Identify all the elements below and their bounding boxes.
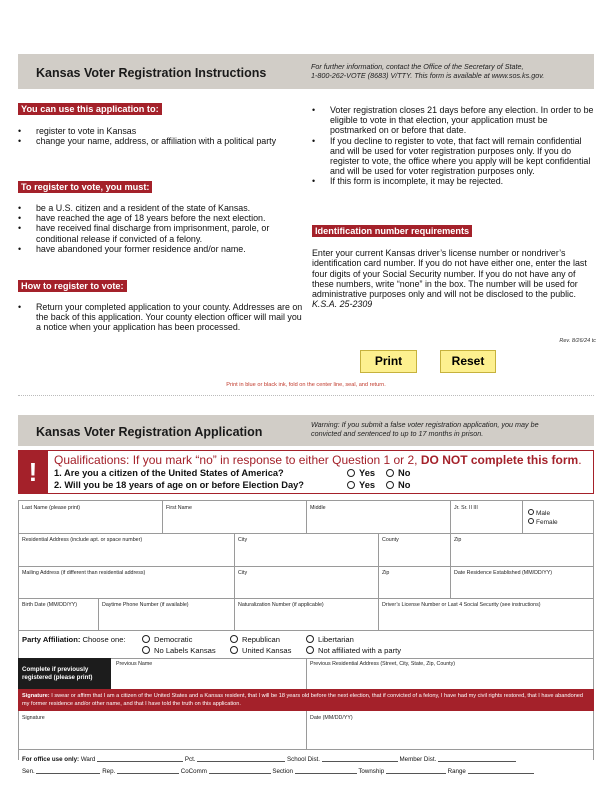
how-list [18, 302, 308, 333]
radio-circle-icon [230, 646, 238, 654]
grid-line [18, 533, 594, 534]
party-option-label: Libertarian [318, 635, 354, 644]
signature-date-field[interactable]: Date (MM/DD/YY) [310, 715, 353, 721]
radio-circle-icon [386, 481, 394, 489]
grid-line [378, 598, 379, 630]
female-label: Female [536, 519, 558, 526]
office-township-line[interactable] [386, 767, 446, 774]
party-option-label: Republican [242, 635, 280, 644]
grid-line [162, 500, 163, 533]
question-1-text: 1. Are you a citizen of the United States of America? [54, 468, 284, 478]
qualifications-title [54, 453, 582, 467]
office-field-label: Pct. [184, 756, 196, 763]
mailing-address-field[interactable]: Mailing Address (if different than residential address) [22, 570, 146, 576]
female-option[interactable] [528, 518, 558, 527]
list-item: • Return your completed application to your county. Addresses are on the back of this application. Your county election officer will mail you a notice when your application has been processed. [18, 302, 308, 333]
license-field[interactable]: Driver’s License Number or Last 4 Social Security (see instructions) [382, 602, 541, 608]
radio-circle-icon [306, 646, 314, 654]
male-label: Male [536, 510, 551, 517]
list-item: • have abandoned your former residence and/or name. [18, 244, 308, 254]
print-button[interactable]: Print [360, 350, 417, 373]
radio-circle-icon [347, 481, 355, 489]
must-heading: To register to vote, you must: [18, 181, 152, 193]
office-field-label: Rep. [102, 768, 116, 775]
reset-button[interactable]: Reset [440, 350, 496, 373]
instructions-title: Kansas Voter Registration Instructions [36, 66, 267, 80]
grid-line [18, 630, 594, 631]
party-option-republican[interactable] [230, 635, 280, 644]
signature-text: I swear or affirm that I am a citizen of the United States and a Kansas resident, that I will be 18 years old before the next election, that if convicted of a felony, I have had my civil rights restored, that I have abandoned my former residence and/or other name, and that I have told the truth on this application. [22, 693, 584, 707]
office-field-label: Section [272, 768, 293, 775]
mailing-zip-field[interactable]: Zip [382, 570, 390, 576]
middle-name-field[interactable]: Middle [310, 505, 326, 511]
must-list [18, 203, 308, 254]
male-option[interactable] [528, 509, 550, 518]
id-citation: K.S.A. 25-2309 [312, 299, 373, 310]
party-option-democratic[interactable] [142, 635, 192, 644]
party-option-unaffiliated[interactable] [306, 646, 401, 655]
phone-field[interactable]: Daytime Phone Number (if available) [102, 602, 189, 608]
list-item: • have reached the age of 18 years before the next election. [18, 213, 308, 223]
office-field-label: Ward [80, 756, 96, 763]
city-field[interactable]: City [238, 537, 248, 543]
signature-statement [18, 689, 594, 711]
fold-note: Print in blue or black ink, fold on the center line, seal, and return. [226, 382, 386, 388]
office-field-label: Range [447, 768, 466, 775]
list-item: • change your name, address, or affiliation with a political party [18, 136, 288, 146]
warning-note [311, 420, 591, 438]
office-rep-line[interactable] [117, 767, 179, 774]
question-1 [54, 467, 284, 479]
office-use-row-2 [22, 767, 534, 775]
grid-line [306, 658, 307, 689]
office-cocomm-line[interactable] [209, 767, 271, 774]
grid-line [98, 598, 99, 630]
office-field-label: School Dist. [286, 756, 320, 763]
yes-label: Yes [359, 480, 376, 490]
question-2-no[interactable] [386, 479, 410, 491]
office-field-label: Member Dist. [399, 756, 437, 763]
grid-line [306, 711, 307, 749]
grid-line [234, 598, 235, 630]
office-sen-line[interactable] [36, 767, 100, 774]
office-use-label: For office use only: [22, 756, 80, 763]
grid-line [378, 533, 379, 566]
application-title: Kansas Voter Registration Application [36, 425, 263, 439]
id-heading: Identification number requirements [312, 225, 472, 237]
list-item: • be a U.S. citizen and a resident of the state of Kansas. [18, 203, 308, 213]
party-option-label: Democratic [154, 635, 193, 644]
signature-field[interactable]: Signature [22, 715, 45, 721]
contact-note-line1: For further information, contact the Office of the Secretary of State, [311, 62, 524, 71]
grid-line [18, 598, 594, 599]
office-member-line[interactable] [438, 755, 516, 762]
question-1-no[interactable] [386, 467, 410, 479]
radio-circle-icon [142, 646, 150, 654]
first-name-field[interactable]: First Name [166, 505, 192, 511]
question-2-text: 2. Will you be 18 years of age on or before Election Day? [54, 480, 304, 490]
list-item: • If you decline to register to vote, that fact will remain confidential and will be used for voter registration purposes only. If you do register to vote, the office where you apply will be kept confidential and will be used for voter registration purposes only. [312, 136, 594, 177]
radio-circle-icon [528, 518, 534, 524]
contact-note [311, 62, 591, 80]
qual-mid: If you mark “no” in response to either Question 1 or 2, [129, 453, 421, 467]
qual-prefix: Qualifications: [54, 453, 130, 467]
no-label: No [398, 468, 411, 478]
list-item: • Voter registration closes 21 days before any election. In order to be eligible to vote in that election, your application must be postmarked on or before that date. [312, 105, 594, 136]
deadline-list [312, 105, 594, 187]
grid-line [18, 749, 594, 750]
office-ward-line[interactable] [97, 755, 183, 762]
radio-circle-icon [347, 469, 355, 477]
radio-circle-icon [142, 635, 150, 643]
qual-end: . [578, 453, 582, 467]
grid-line [450, 533, 451, 566]
office-school-line[interactable] [322, 755, 398, 762]
party-option-libertarian[interactable] [306, 635, 354, 644]
use-list [18, 126, 288, 146]
party-choose: Choose one: [82, 635, 126, 644]
office-pct-line[interactable] [197, 755, 285, 762]
party-option-label: United Kansas [242, 646, 292, 655]
county-field[interactable]: County [382, 537, 399, 543]
grid-line [450, 500, 451, 533]
radio-circle-icon [230, 635, 238, 643]
party-option-united-kansas[interactable] [230, 646, 291, 655]
suffix-field[interactable]: Jr. Sr. II III [454, 505, 478, 511]
question-2 [54, 479, 304, 491]
yes-label: Yes [359, 468, 376, 478]
naturalization-field[interactable]: Naturalization Number (if applicable) [238, 602, 324, 608]
id-text-body: Enter your current Kansas driver’s license number or nondriver’s identification card number. If you do not have either one, enter the last four digits of your Social Security number. If you do not have any of these numbers, write “none” in the box. The number will be used for administrative purposes only and will not be disclosed to the public. [312, 248, 587, 300]
office-field-label: Township [358, 768, 385, 775]
question-1-yes[interactable] [347, 467, 375, 479]
party-option-no-labels[interactable] [142, 646, 216, 655]
form-grid [18, 500, 594, 792]
office-section-line[interactable] [295, 767, 357, 774]
warning-note-line2: convicted and sentenced to up to 17 months in prison. [311, 429, 484, 438]
party-option-label: No Labels Kansas [154, 646, 216, 655]
zip-field[interactable]: Zip [454, 537, 462, 543]
previous-address-field[interactable]: Previous Residential Address (Street, City, State, Zip, County) [310, 661, 456, 667]
office-field-label: Sen. [22, 768, 35, 775]
radio-circle-icon [528, 509, 534, 515]
qual-emph: DO NOT complete this form [420, 453, 579, 467]
grid-line [306, 500, 307, 533]
previous-name-field[interactable]: Previous Name [116, 661, 153, 667]
party-label [22, 635, 126, 644]
revision-note: Rev. 8/26/24 tc [559, 338, 596, 344]
office-field-label: CoComm [180, 768, 207, 775]
list-item: • register to vote in Kansas [18, 126, 288, 136]
no-label: No [398, 480, 411, 490]
party-label-bold: Party Affiliation: [22, 635, 81, 644]
date-residence-field[interactable]: Date Residence Established (MM/DD/YY) [454, 570, 553, 576]
mailing-city-field[interactable]: City [238, 570, 248, 576]
grid-line [378, 566, 379, 598]
office-use-row-1 [22, 755, 516, 763]
radio-circle-icon [386, 469, 394, 477]
residential-address-field[interactable]: Residential Address (include apt. or space number) [22, 537, 143, 543]
grid-line [18, 566, 594, 567]
grid-line [522, 500, 523, 533]
radio-circle-icon [306, 635, 314, 643]
warning-note-line1: Warning: If you submit a false voter registration application, you may be [311, 420, 539, 429]
how-heading: How to register to vote: [18, 280, 127, 292]
use-heading: You can use this application to: [18, 103, 162, 115]
office-range-line[interactable] [468, 767, 534, 774]
fold-line [18, 395, 594, 396]
id-text [312, 248, 594, 310]
previous-registration-label: Complete if previously registered (please print) [22, 666, 93, 681]
question-2-yes[interactable] [347, 479, 375, 491]
signature-heading: Signature: [22, 693, 50, 699]
alert-icon: ! [18, 450, 48, 494]
party-option-label: Not affiliated with a party [318, 646, 402, 655]
grid-line [234, 533, 235, 566]
last-name-field[interactable]: Last Name (please print) [22, 505, 80, 511]
birth-date-field[interactable]: Birth Date (MM/DD/YY) [22, 602, 78, 608]
contact-note-line2: 1-800-262-VOTE (8683) V/TTY. This form is available at www.sos.ks.gov. [311, 71, 545, 80]
grid-line [450, 566, 451, 598]
list-item: • have received final discharge from imprisonment, parole, or conditional release if convicted of a felony. [18, 223, 308, 243]
list-item: • If this form is incomplete, it may be rejected. [312, 176, 594, 186]
grid-line [234, 566, 235, 598]
